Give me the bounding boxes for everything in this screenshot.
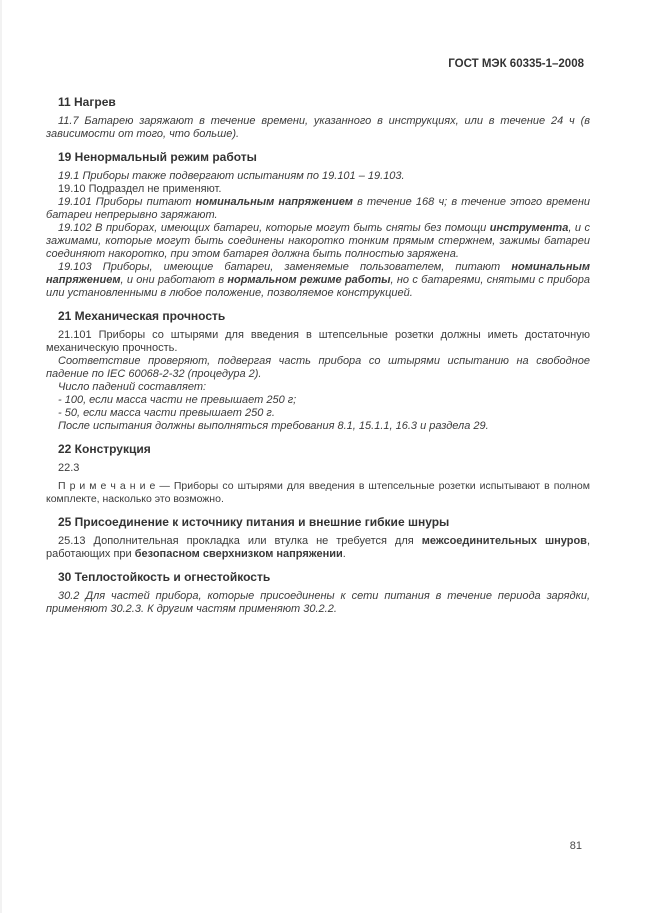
section-21-mechanical-strength: [46, 309, 590, 433]
section-title: 22 Конструкция: [58, 442, 151, 456]
section-19-abnormal-operation: [46, 150, 590, 300]
list-item: - 50, если масса части превышает 250 г.: [58, 407, 275, 419]
section-title: 30 Теплостойкость и огнестойкость: [58, 570, 271, 584]
section-30-heat-fire-resistance: [46, 570, 590, 616]
paragraph: 19.103 Приборы, имеющие батареи, заменяемые пользователем, питают номинальным напряжением, и они работают в нормальном режиме работы, но с батареями, снятыми с прибора или установленными в любое положение, позволяемое конструкцией.: [46, 261, 591, 299]
paragraph: 25.13 Дополнительная прокладка или втулка не требуется для межсоединительных шнуров, работающих при безопасном сверхнизком напряжении.: [46, 535, 591, 560]
section-11-heating: [46, 95, 590, 141]
section-25-supply-connection: [46, 515, 590, 561]
paragraph: Число падений составляет:: [58, 381, 207, 393]
note-paragraph: П р и м е ч а н и е — Приборы со штырями для введения в штепсельные розетки испытывают в полном комплекте, насколько это возможно.: [46, 480, 590, 505]
section-title: 19 Ненормальный режим работы: [58, 150, 257, 164]
paragraph: 22.3: [58, 462, 80, 474]
section-title: 21 Механическая прочность: [58, 309, 226, 323]
section-22-construction: [46, 442, 590, 506]
page-number: 81: [569, 840, 582, 852]
list-item: - 100, если масса части не превышает 250 г;: [58, 394, 297, 406]
paragraph: 19.102 В приборах, имеющих батареи, которые могут быть сняты без помощи инструмента, и с зажимами, которые могут быть соединены накоротко тонким прямым стержнем, зажимы батареи соединяют накоротко, при этом батарея должна быть полностью заряжена.: [46, 222, 590, 260]
section-title: 11 Нагрев: [58, 95, 116, 109]
paragraph: 21.101 Приборы со штырями для введения в штепсельные розетки должны иметь достаточную механическую прочность.: [46, 329, 590, 354]
paragraph: 11.7 Батарею заряжают в течение времени, указанного в инструкциях, или в течение 24 ч (в зависимости от того, что больше).: [46, 115, 590, 140]
paragraph: 19.10 Подраздел не применяют.: [58, 183, 222, 195]
document-code: ГОСТ МЭК 60335-1–2008: [448, 58, 584, 70]
paragraph: После испытания должны выполняться требования 8.1, 15.1.1, 16.3 и раздела 29.: [58, 420, 489, 432]
section-title: 25 Присоединение к источнику питания и внешние гибкие шнуры: [58, 515, 450, 529]
paragraph: 19.1 Приборы также подвергают испытаниям по 19.101 – 19.103.: [58, 170, 405, 182]
paragraph: 30.2 Для частей прибора, которые присоединены к сети питания в течение периода зарядки, применяют 30.2.3. К другим частям применяют 30.2.2.: [46, 590, 590, 615]
paragraph: Соответствие проверяют, подвергая часть прибора со штырями испытанию на свободное падение по IEC 60068-2-32 (процедура 2).: [46, 355, 590, 380]
paragraph: 19.101 Приборы питают номинальным напряжением в течение 168 ч; в течение этого времени батареи непрерывно заряжают.: [46, 196, 590, 221]
